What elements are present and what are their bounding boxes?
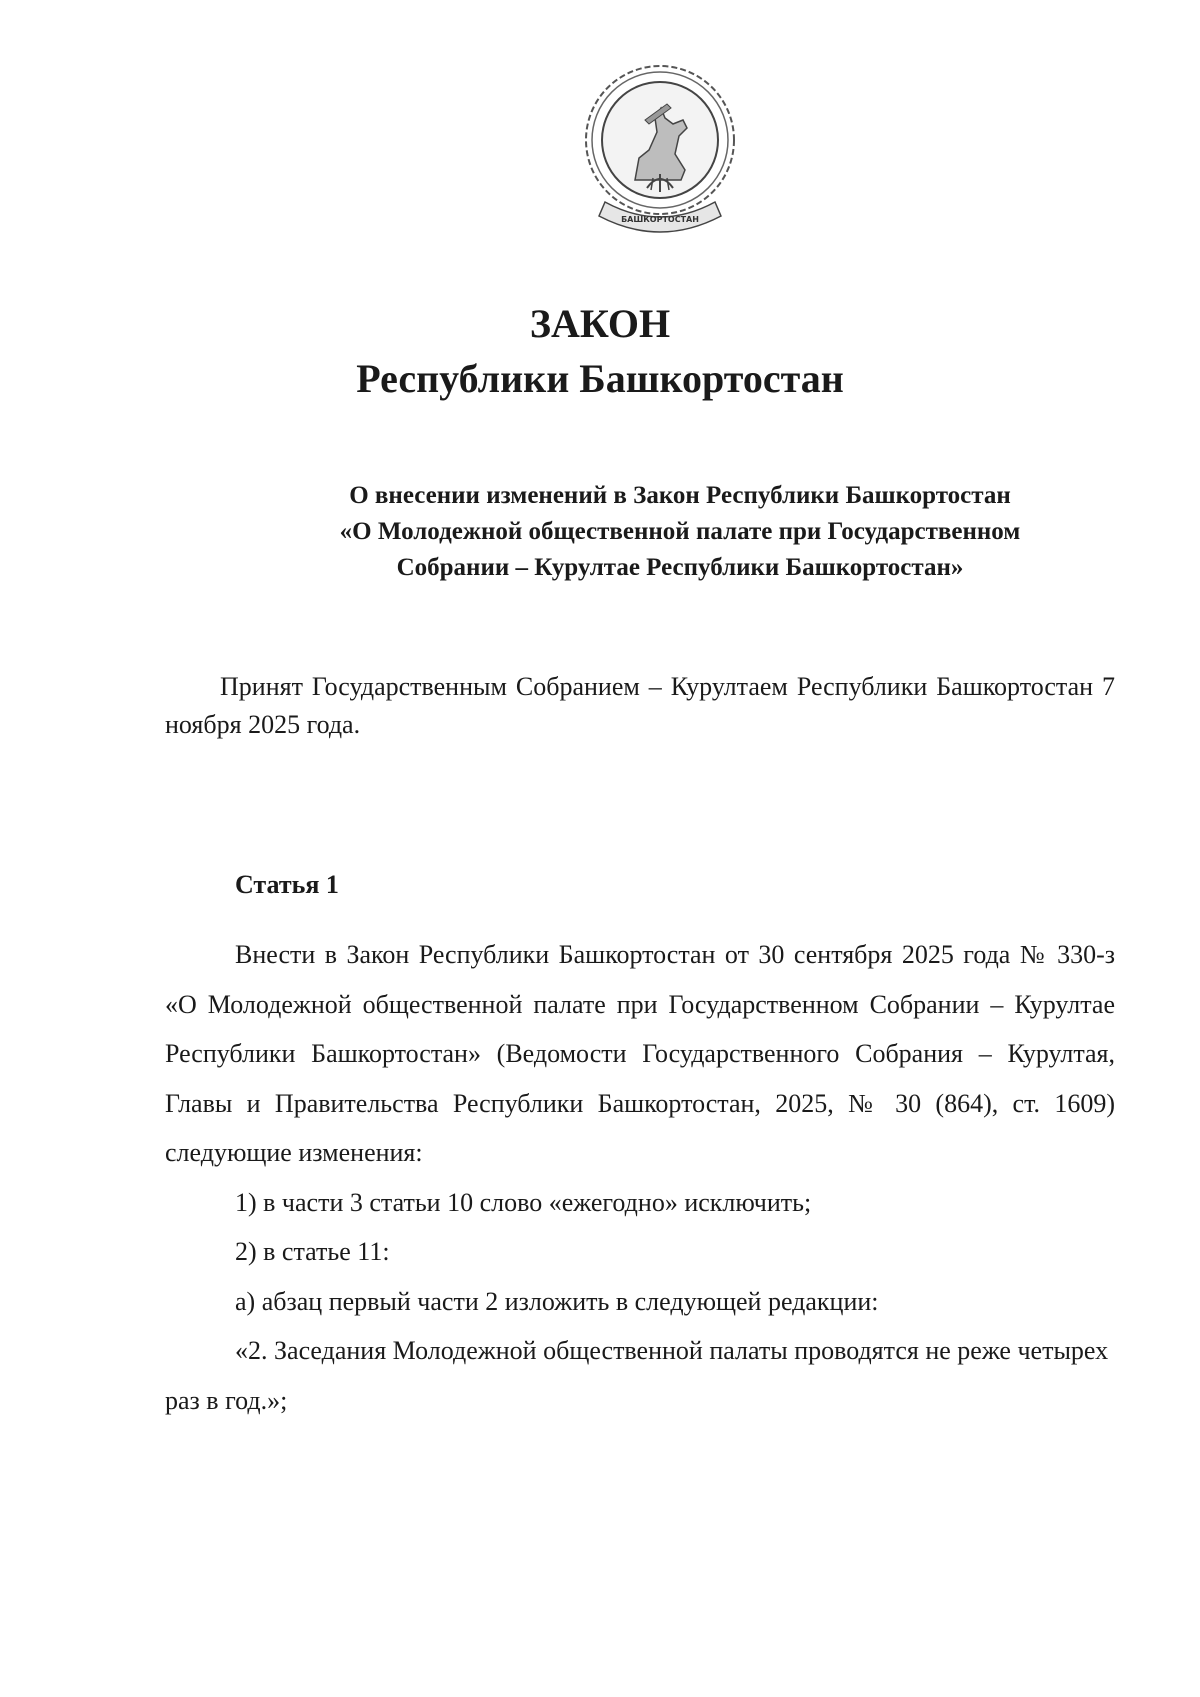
subject-line: «О Молодежной общественной палате при Государственном — [339, 518, 1021, 545]
article-intro-paragraph: Внести в Закон Республики Башкортостан от 30 сентября 2025 года № 330-з «О Молодежной общественной палате при Государственном Собрании – Курултае Республики Башкортостан» (Ведомости Государственного Собрания – Курултая, Главы и Правительства Республики Башкортостан, 2025, № 30 (864), ст. 1609) следующие изменения: — [165, 940, 1115, 1167]
document-title: ЗАКОН — [529, 301, 671, 346]
subject-line: О внесении изменений в Закон Республики Башкортостан — [349, 482, 1011, 509]
article-item-2: 2) в статье 11: — [235, 1237, 390, 1266]
emblem-ribbon-text: БАШКОРТОСТАН — [621, 215, 699, 224]
article-quote-paragraph: «2. Заседания Молодежной общественной палаты проводятся не реже четырех раз в год.»; — [165, 1336, 1109, 1415]
article-heading: Статья 1 — [235, 870, 339, 899]
subject-line: Собрании – Курултае Республики Башкортостан» — [396, 554, 964, 581]
article-item-2a: а) абзац первый части 2 изложить в следующей редакции: — [235, 1286, 879, 1316]
document-subtitle: Республики Башкортостан — [356, 356, 844, 401]
bashkortostan-coat-of-arms-icon — [575, 62, 745, 242]
law-subject — [280, 478, 1080, 586]
article-body — [165, 930, 1115, 1425]
article-item-1: 1) в части 3 статьи 10 слово «ежегодно» исключить; — [235, 1187, 812, 1217]
adoption-statement: Принят Государственным Собранием – Курултаем Республики Башкортостан 7 ноября 2025 года. — [165, 672, 1115, 739]
